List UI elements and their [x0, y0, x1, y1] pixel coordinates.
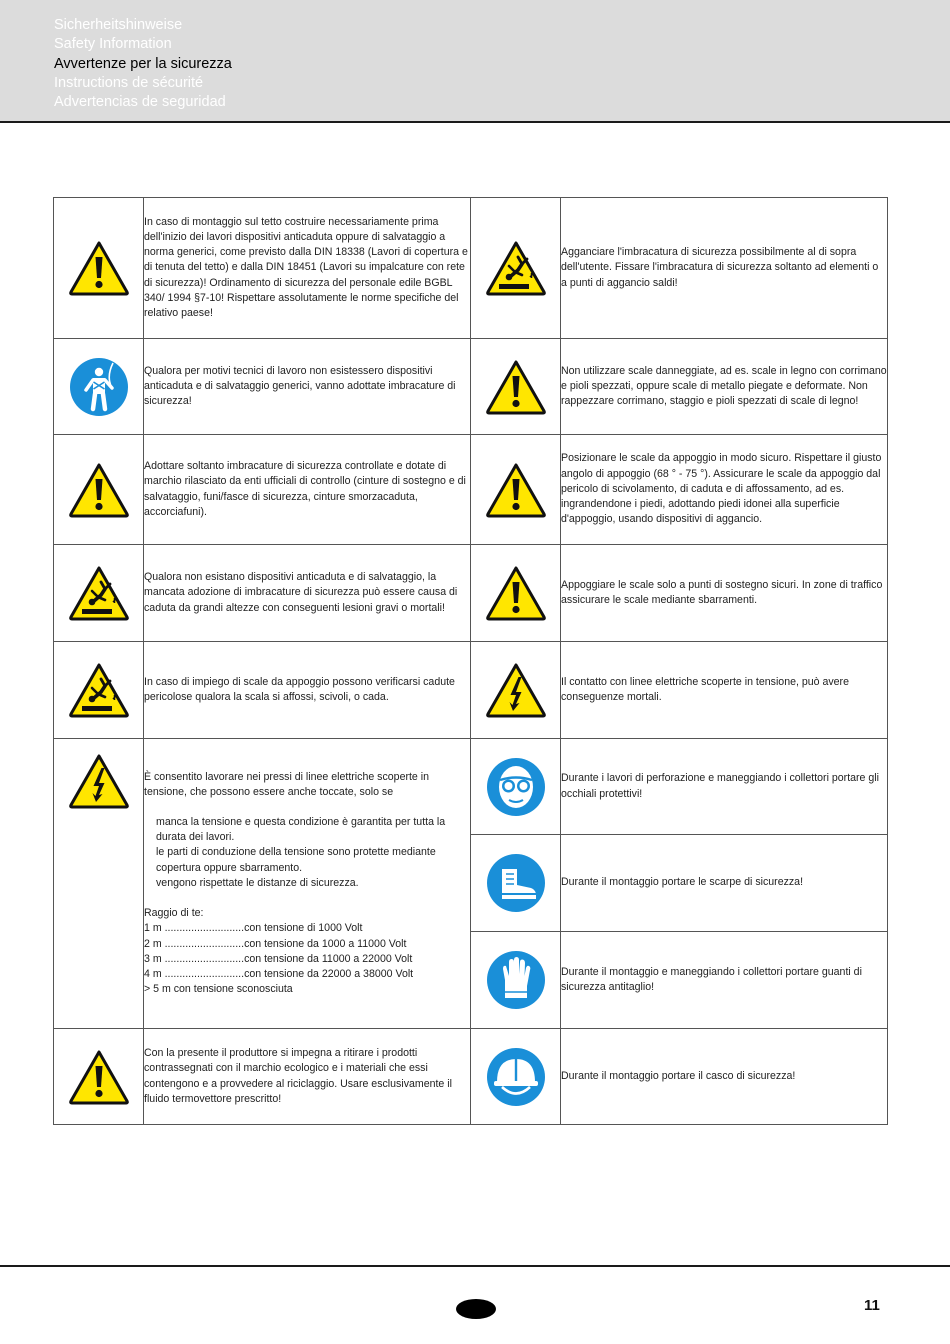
icon-cell	[471, 642, 561, 739]
safety-text: In caso di impiego di scale da appoggio possono verificarsi cadute pericolose qualora la scala si affossi, scivoli, o cada.	[144, 642, 471, 739]
icon-cell	[54, 642, 144, 739]
safety-text: Posizionare le scale da appoggio in modo sicuro. Rispettare il giusto angolo di appoggio (68 ° - 75 °). Assicurare le scale da appoggio dal pericolo di scivolamento, di caduta e di affossamento, ad es. ingrandendone i piedi, adottando piedi idonei alla superficie d'appoggio, usando dispositivi di aggancio.	[561, 435, 888, 545]
warning-exclamation-icon	[68, 462, 130, 518]
language-title-es: Advertencias de seguridad	[54, 94, 226, 111]
safety-text: Qualora non esistano dispositivi anticaduta e di salvataggio, la mancata adozione di imbracature di sicurezza può essere causa di caduta da grandi altezze con conseguenti lesioni gravi o mortali!	[144, 545, 471, 642]
icon-cell	[471, 198, 561, 339]
safety-text: Il contatto con linee elettriche scoperte in tensione, può avere conseguenze mortali.	[561, 642, 888, 739]
safety-text: Durante il montaggio portare le scarpe di sicurezza!	[561, 835, 888, 932]
safety-text: Durante il montaggio portare il casco di sicurezza!	[561, 1029, 888, 1125]
language-title-de: Sicherheitshinweise	[54, 17, 183, 33]
language-list	[54, 16, 232, 112]
warning-exclamation-icon	[485, 359, 547, 415]
fall-hazard-icon	[485, 240, 547, 296]
table-row	[54, 339, 888, 435]
safety-text: Adottare soltanto imbracature di sicurezza controllate e dotate di marchio rilasciato da enti ufficiali di controllo (cinture di sostegno e di salvataggio, funi/fasce di sicurezza, cinture smorzacaduta, accorciafuni).	[144, 435, 471, 545]
table-row	[54, 435, 888, 545]
safety-text: Qualora per motivi tecnici di lavoro non esistessero dispositivi anticaduta e di salvataggio generici, vanno adottate imbracature di sicurezza!	[144, 339, 471, 435]
safety-text: Durante il montaggio e maneggiando i collettori portare guanti di sicurezza antitaglio!	[561, 932, 888, 1029]
icon-cell	[54, 198, 144, 339]
radius-line: 1 m ...........................con tensione di 1000 Volt	[144, 922, 363, 935]
icon-cell	[54, 339, 144, 435]
icon-cell	[54, 739, 144, 1029]
condition-item: manca la tensione e questa condizione è garantita per tutta la durata dei lavori.	[156, 816, 446, 844]
radius-line: 4 m ...........................con tensione da 22000 a 38000 Volt	[144, 967, 414, 980]
warning-exclamation-icon	[485, 565, 547, 621]
icon-cell	[54, 435, 144, 545]
safety-text: Durante i lavori di perforazione e maneggiando i collettori portare gli occhiali protettivi!	[561, 739, 888, 835]
safety-text: Con la presente il produttore si impegna a ritirare i prodotti contrassegnati con il marchio ecologico e i materiali che essi contengono e a provvedere al riciclaggio. Usare esclusivamente il fluido termovettore prescritto!	[144, 1029, 471, 1125]
table-row	[54, 1029, 888, 1125]
radius-line: 3 m ...........................con tensione da 11000 a 22000 Volt	[144, 952, 413, 965]
icon-cell	[471, 339, 561, 435]
harness-mandatory-icon	[69, 357, 129, 417]
icon-cell	[471, 739, 561, 835]
helmet-mandatory-icon	[486, 1047, 546, 1107]
table-row	[54, 739, 888, 835]
page-header	[0, 0, 950, 123]
icon-cell	[471, 932, 561, 1029]
language-tab-marker	[456, 1299, 496, 1319]
warning-exclamation-icon	[68, 240, 130, 296]
electric-safety-text	[144, 739, 471, 1029]
page-number: 11	[864, 1297, 880, 1314]
radius-title: Raggio di te:	[144, 907, 204, 920]
radius-line: > 5 m con tensione sconosciuta	[144, 983, 293, 996]
safety-boots-mandatory-icon	[486, 853, 546, 913]
radius-line: 2 m ...........................con tensione da 1000 a 11000 Volt	[144, 937, 407, 950]
safety-text: Agganciare l'imbracatura di sicurezza possibilmente al di sopra dell'utente. Fissare l'imbracatura di sicurezza soltanto ad elementi o a punti di aggancio saldi!	[561, 198, 888, 339]
language-title-it: Avvertenze per la sicurezza	[54, 55, 232, 72]
electric-hazard-icon	[485, 662, 547, 718]
safety-table	[53, 197, 888, 1125]
electric-intro: È consentito lavorare nei pressi di linee elettriche scoperte in tensione, che possono essere anche toccate, solo se	[144, 770, 430, 798]
condition-item: le parti di conduzione della tensione sono protette mediante copertura oppure sbarramento.	[156, 846, 436, 874]
icon-cell	[471, 545, 561, 642]
goggles-mandatory-icon	[486, 757, 546, 817]
electric-hazard-icon	[68, 753, 130, 809]
language-title-fr: Instructions de sécurité	[54, 74, 204, 91]
icon-cell	[471, 835, 561, 932]
gloves-mandatory-icon	[486, 950, 546, 1010]
icon-cell	[471, 1029, 561, 1125]
table-row	[54, 198, 888, 339]
fall-hazard-icon	[68, 565, 130, 621]
safety-text: In caso di montaggio sul tetto costruire necessariamente prima dell'inizio dei lavori dispositivi anticaduta oppure di salvataggio a norma generici, come previsto dalla DIN 18338 (Lavori di copertura e di tenuta del tetto) e dalla DIN 18451 (Lavori su impalcature con rete di sicurezza)! Ordinamento di sicurezza del personale edile BGBL 340/ 1994 §7-10! Rispettare assolutamente le norme specifiche del relativo paese!	[144, 198, 471, 339]
language-title-en: Safety Information	[54, 36, 172, 53]
safety-text: Non utilizzare scale danneggiate, ad es. scale in legno con corrimano e pioli spezzati, oppure scale di metallo piegate e deformate. Non rappezzare corrimano, staggio e pioli spezzati di scale di legno!	[561, 339, 888, 435]
warning-exclamation-icon	[485, 462, 547, 518]
table-row	[54, 545, 888, 642]
footer-divider	[0, 1265, 950, 1267]
condition-item: vengono rispettate le distanze di sicurezza.	[156, 876, 359, 889]
warning-exclamation-icon	[68, 1049, 130, 1105]
icon-cell	[471, 435, 561, 545]
table-row	[54, 642, 888, 739]
fall-hazard-icon	[68, 662, 130, 718]
safety-text: Appoggiare le scale solo a punti di sostegno sicuri. In zone di traffico assicurare le scale mediante sbarramenti.	[561, 545, 888, 642]
icon-cell	[54, 1029, 144, 1125]
icon-cell	[54, 545, 144, 642]
